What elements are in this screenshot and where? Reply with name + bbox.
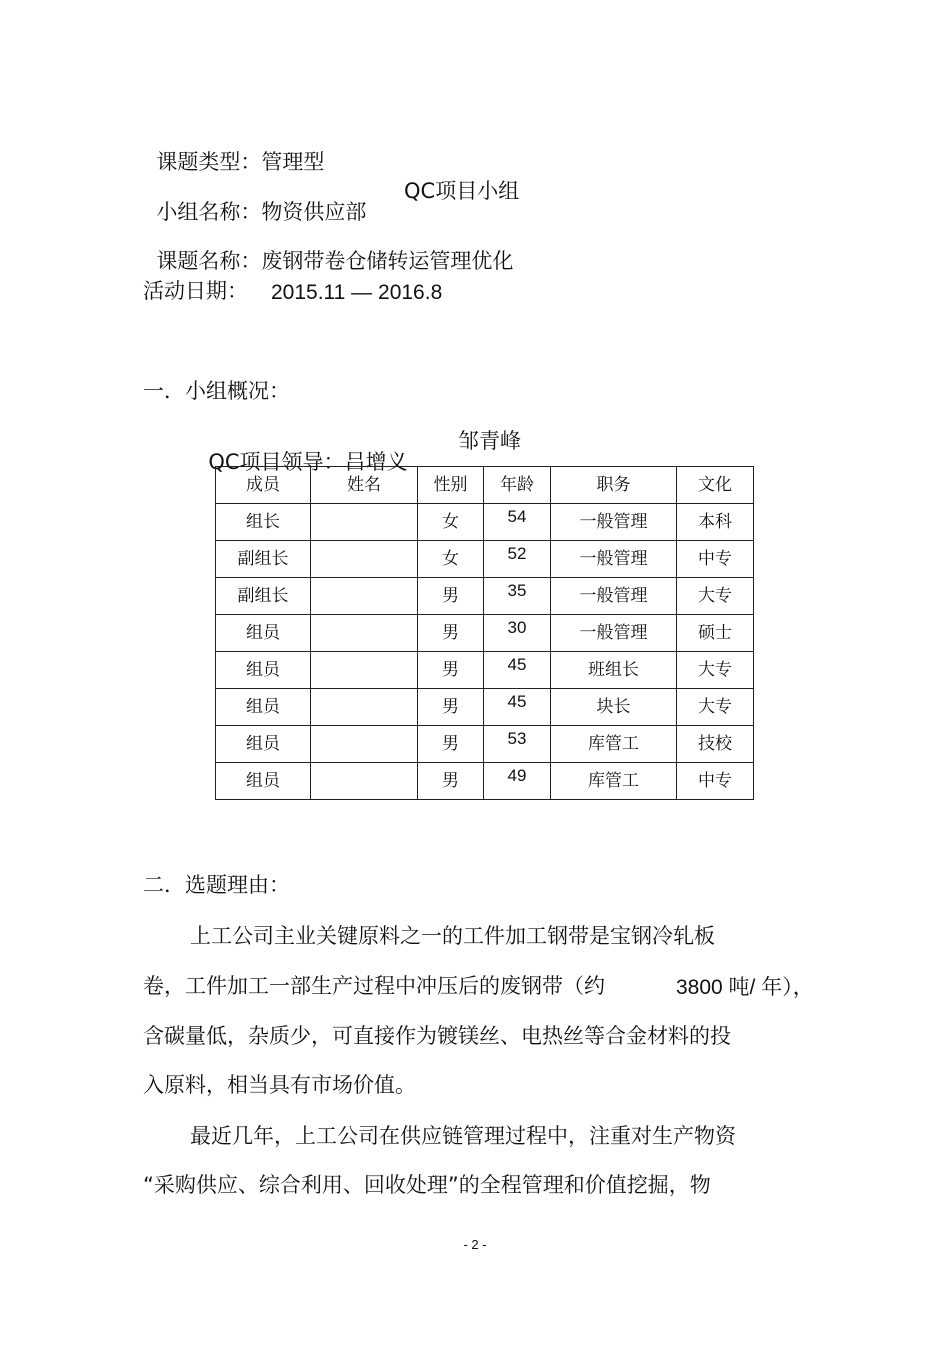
cell-gender: 女 bbox=[418, 504, 484, 541]
cell-name bbox=[311, 726, 418, 763]
cell-position: 一般管理 bbox=[551, 504, 677, 541]
topic-type-line bbox=[143, 131, 324, 173]
paragraph2-line2: “采购供应、综合利用、回收处理”的全程管理和价值挖掘，物 bbox=[143, 1173, 711, 1197]
cell-member: 副组长 bbox=[216, 541, 311, 578]
cell-education: 中专 bbox=[677, 763, 754, 800]
paragraph1-line2-figure: 3800 吨/ 年）， bbox=[676, 976, 814, 999]
cell-education: 本科 bbox=[677, 504, 754, 541]
cell-gender: 男 bbox=[418, 615, 484, 652]
cell-name bbox=[311, 615, 418, 652]
cell-education: 大专 bbox=[677, 652, 754, 689]
cell-age: 45 bbox=[484, 689, 551, 726]
header-cell-member: 成员 bbox=[216, 467, 311, 504]
cell-position: 一般管理 bbox=[551, 541, 677, 578]
cell-member: 组长 bbox=[216, 504, 311, 541]
cell-position: 库管工 bbox=[551, 763, 677, 800]
leader-2: 邹青峰 bbox=[458, 429, 521, 453]
table-row bbox=[216, 726, 754, 763]
cell-gender: 男 bbox=[418, 763, 484, 800]
cell-name bbox=[311, 578, 418, 615]
cell-position: 班组长 bbox=[551, 652, 677, 689]
cell-name bbox=[311, 763, 418, 800]
cell-age: 54 bbox=[484, 504, 551, 541]
header-cell-education: 文化 bbox=[677, 467, 754, 504]
leader-1: 吕增义 bbox=[344, 450, 408, 474]
table-row bbox=[216, 615, 754, 652]
topic-name-label: 课题名称： bbox=[156, 249, 262, 273]
cell-position: 一般管理 bbox=[551, 615, 677, 652]
cell-gender: 男 bbox=[418, 652, 484, 689]
cell-name bbox=[311, 689, 418, 726]
cell-education: 中专 bbox=[677, 541, 754, 578]
topic-name-line bbox=[143, 230, 513, 272]
section2-heading: 二．选题理由： bbox=[143, 873, 290, 897]
header-cell-name: 姓名 bbox=[311, 467, 418, 504]
cell-member: 组员 bbox=[216, 689, 311, 726]
table-row bbox=[216, 763, 754, 800]
table-header-row bbox=[216, 467, 754, 504]
topic-type-label: 课题类型： bbox=[156, 150, 262, 174]
paragraph1-line3: 含碳量低，杂质少，可直接作为镀镁丝、电热丝等合金材料的投 bbox=[143, 1024, 731, 1048]
group-name-label: 小组名称： bbox=[156, 200, 262, 224]
paragraph1-line4: 入原料，相当具有市场价值。 bbox=[143, 1073, 416, 1097]
topic-type-value: 管理型 bbox=[261, 150, 325, 174]
cell-member: 组员 bbox=[216, 763, 311, 800]
group-name-team: QC项目小组 bbox=[404, 179, 520, 203]
header-cell-gender: 性别 bbox=[418, 467, 484, 504]
cell-age: 53 bbox=[484, 726, 551, 763]
cell-gender: 男 bbox=[418, 578, 484, 615]
paragraph1-line2: 卷，工件加工一部生产过程中冲压后的废钢带（约 bbox=[143, 974, 605, 998]
cell-name bbox=[311, 652, 418, 689]
cell-gender: 女 bbox=[418, 541, 484, 578]
table-row bbox=[216, 504, 754, 541]
cell-education: 技校 bbox=[677, 726, 754, 763]
cell-member: 组员 bbox=[216, 726, 311, 763]
cell-member: 组员 bbox=[216, 652, 311, 689]
cell-age: 30 bbox=[484, 615, 551, 652]
table-row bbox=[216, 541, 754, 578]
section1-heading: 一．小组概况： bbox=[143, 379, 290, 403]
paragraph2-line1: 最近几年，上工公司在供应链管理过程中，注重对生产物资 bbox=[190, 1124, 736, 1148]
cell-education: 大专 bbox=[677, 689, 754, 726]
cell-education: 硕士 bbox=[677, 615, 754, 652]
activity-date-label: 活动日期： bbox=[143, 279, 248, 303]
cell-age: 45 bbox=[484, 652, 551, 689]
paragraph1-line1: 上工公司主业关键原料之一的工件加工钢带是宝钢冷轧板 bbox=[190, 924, 715, 948]
table-row bbox=[216, 578, 754, 615]
members-table bbox=[215, 466, 754, 800]
cell-position: 库管工 bbox=[551, 726, 677, 763]
header-cell-age: 年龄 bbox=[484, 467, 551, 504]
cell-gender: 男 bbox=[418, 726, 484, 763]
group-name-line bbox=[143, 181, 366, 223]
cell-member: 组员 bbox=[216, 615, 311, 652]
cell-age: 35 bbox=[484, 578, 551, 615]
cell-name bbox=[311, 504, 418, 541]
page-number: - 2 - bbox=[463, 1237, 487, 1252]
cell-gender: 男 bbox=[418, 689, 484, 726]
cell-position: 一般管理 bbox=[551, 578, 677, 615]
cell-education: 大专 bbox=[677, 578, 754, 615]
table-row bbox=[216, 652, 754, 689]
cell-member: 副组长 bbox=[216, 578, 311, 615]
activity-date-value: 2015.11 — 2016.8 bbox=[271, 281, 443, 304]
leader-label: QC项目领导： bbox=[208, 450, 345, 474]
cell-position: 块长 bbox=[551, 689, 677, 726]
table-row bbox=[216, 689, 754, 726]
cell-age: 52 bbox=[484, 541, 551, 578]
topic-name-value: 废钢带卷仓储转运管理优化 bbox=[261, 249, 514, 273]
cell-age: 49 bbox=[484, 763, 551, 800]
cell-name bbox=[311, 541, 418, 578]
group-name-dept: 物资供应部 bbox=[261, 200, 367, 224]
header-cell-position: 职务 bbox=[551, 467, 677, 504]
